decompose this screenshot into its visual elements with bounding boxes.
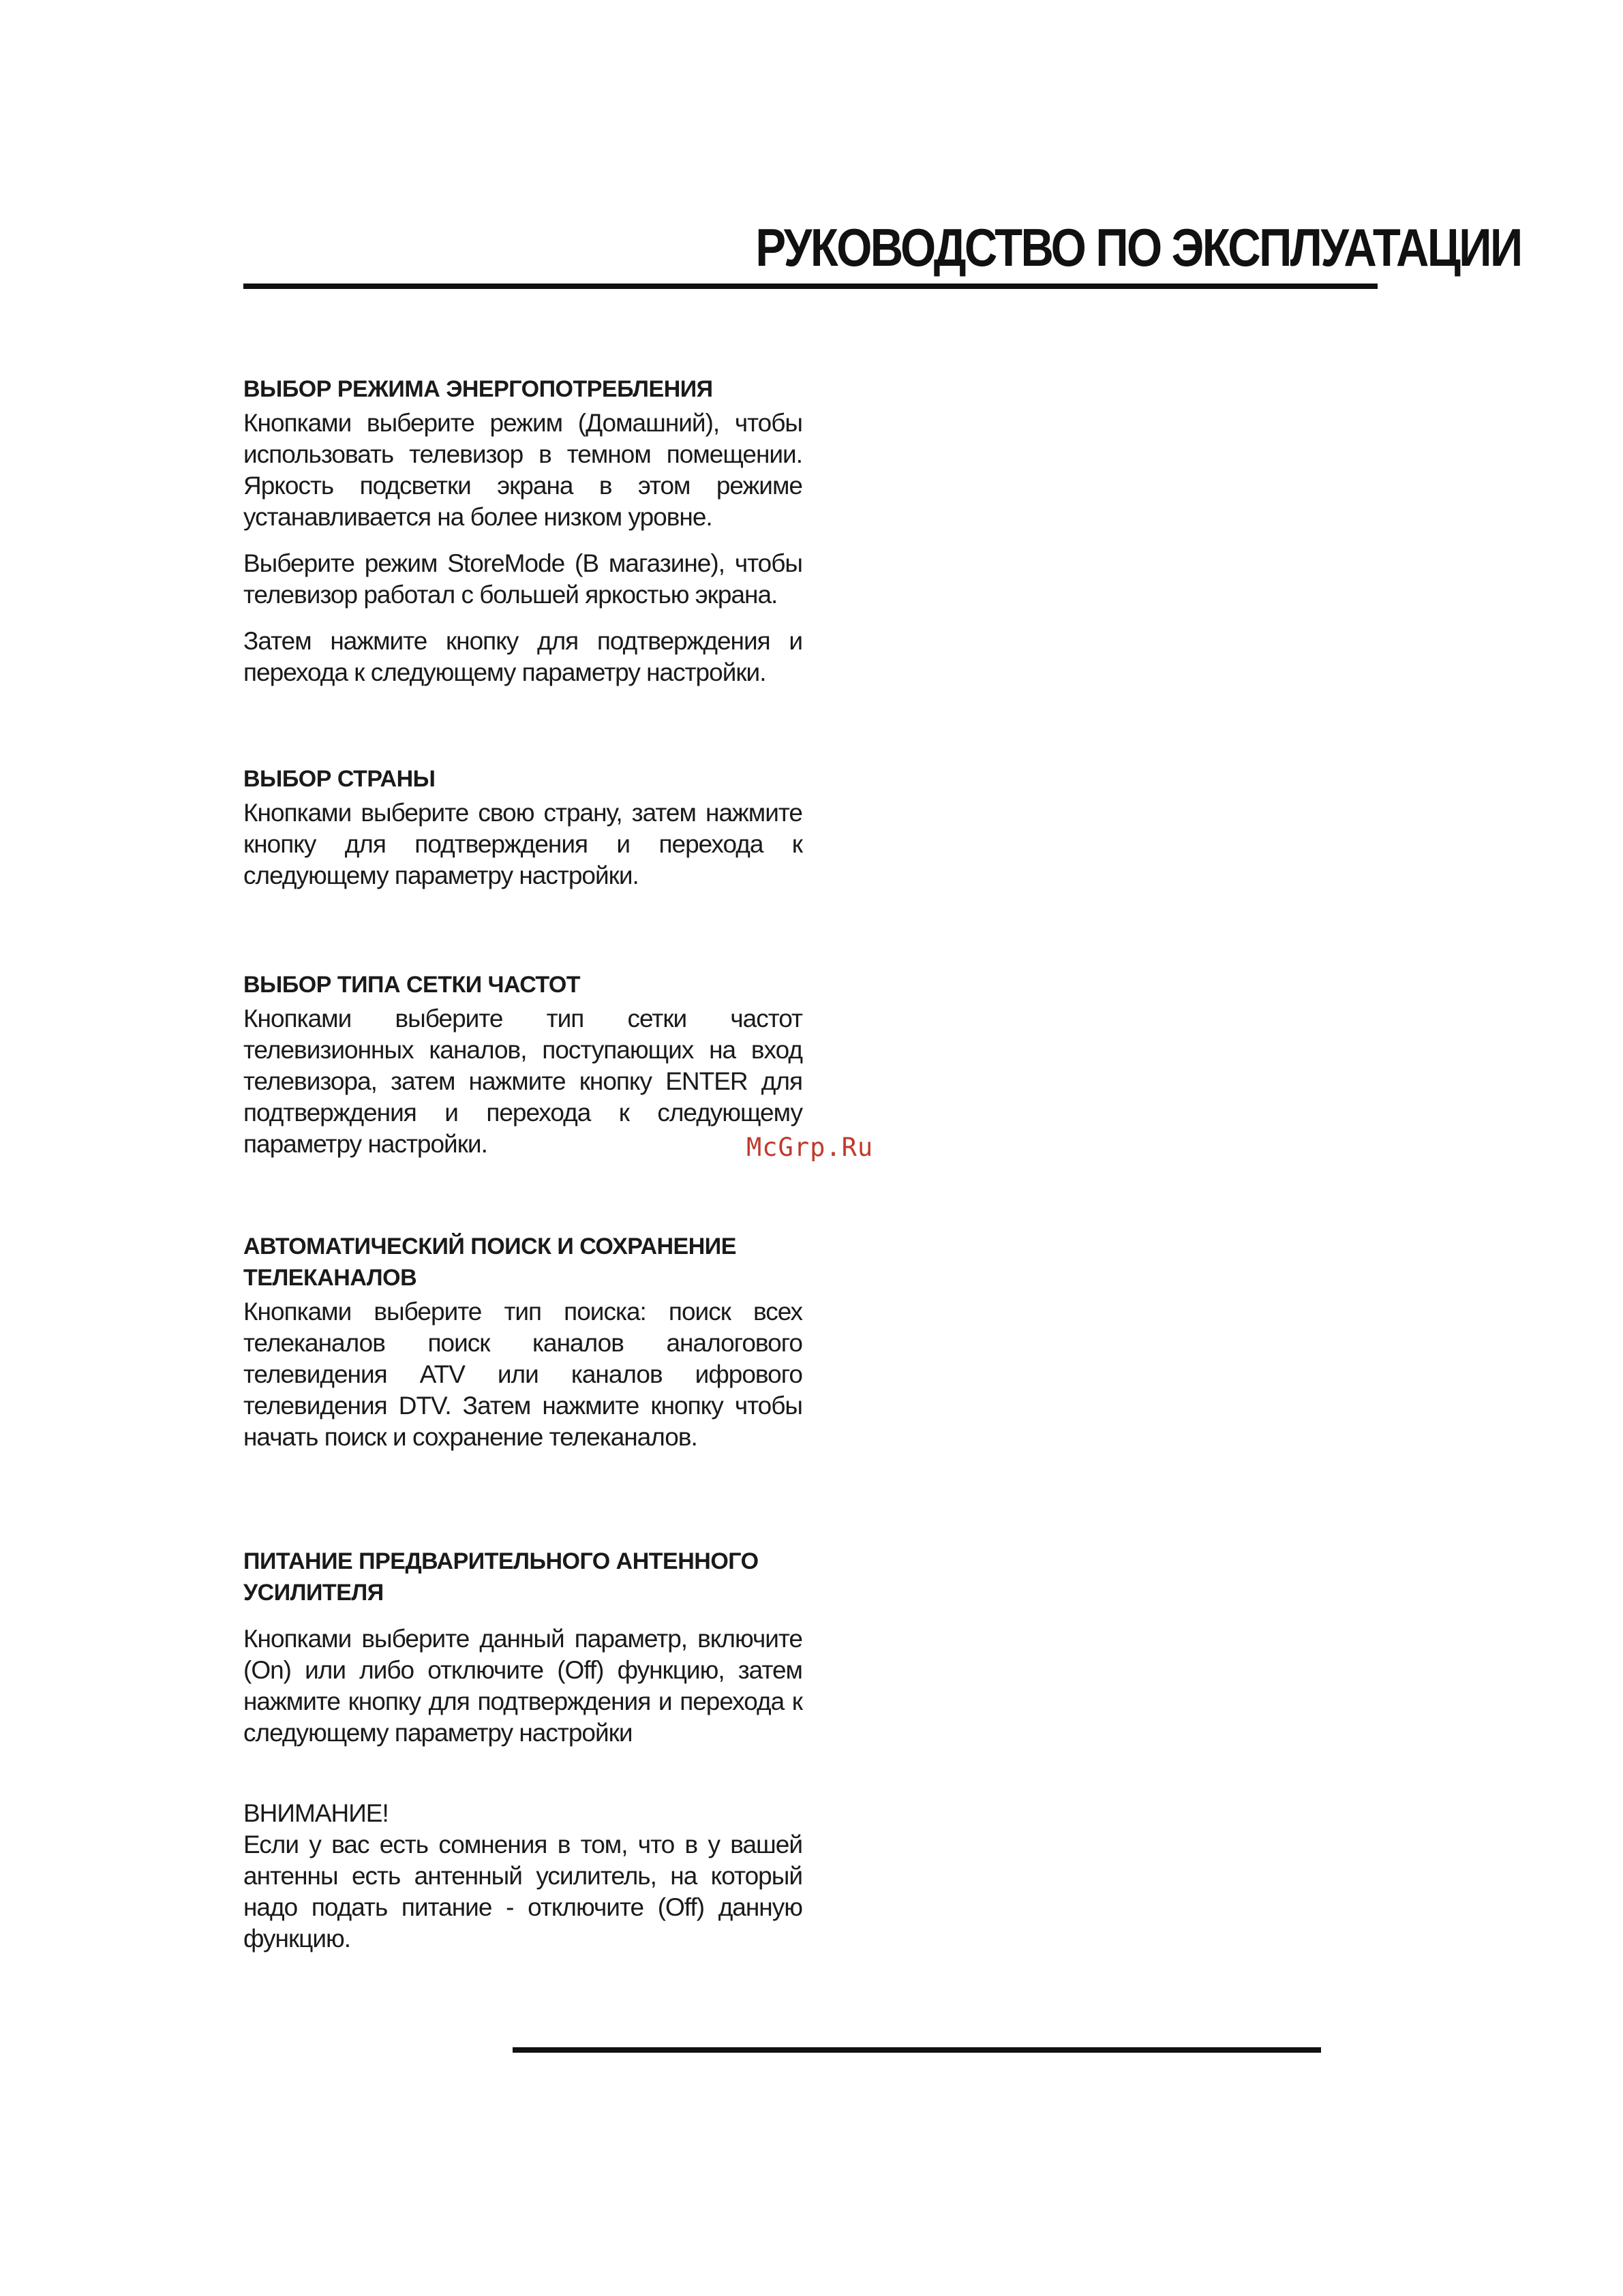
section-paragraph: Кнопками выберите режим (Домашний), чтобы использовать телевизор в темном помещении. Яркость подсветки экрана в этом режиме устанавливается на более низком уровне. — [243, 409, 802, 531]
warning-text: Если у вас есть сомнения в том, что в у вашей антенны есть антенный усилитель, на который надо подать питание - отключите (Off) данную функцию. — [243, 1831, 802, 1953]
section-frequency-grid — [243, 969, 802, 1160]
page-title: РУКОВОДСТВО ПО ЭКСПЛУАТАЦИИ — [755, 217, 1521, 277]
section-antenna-amplifier — [243, 1546, 802, 1749]
section-heading: ВЫБОР ТИПА СЕТКИ ЧАСТОТ — [243, 972, 581, 998]
warning-title: ВНИМАНИЕ! — [243, 1799, 389, 1827]
section-auto-search — [243, 1231, 802, 1453]
section-heading: ВЫБОР РЕЖИМА ЭНЕРГОПОТРЕБЛЕНИЯ — [243, 376, 713, 402]
section-paragraph: Кнопками выберите тип сетки частот телевизионных каналов, поступающих на вход телевизора, затем нажмите кнопку ENTER для подтверждения и перехода к следующему параметру настройки. — [243, 1005, 802, 1158]
section-paragraph: Кнопками выберите тип поиска: поиск всех телеканалов поиск каналов аналогового телевидения ATV или каналов ифрового телевидения DTV. Затем нажмите кнопку чтобы начать поиск и сохранение телеканалов. — [243, 1298, 802, 1451]
section-heading: ВЫБОР СТРАНЫ — [243, 766, 436, 792]
section-paragraph: Выберите режим StoreMode (В магазине), чтобы телевизор работал с большей яркостью экрана. — [243, 549, 802, 609]
section-heading: ПИТАНИЕ ПРЕДВАРИТЕЛЬНОГО АНТЕННОГО УСИЛИТЕЛЯ — [243, 1548, 759, 1606]
section-paragraph: Затем нажмите кнопку для подтверждения и перехода к следующему параметру настройки. — [243, 627, 802, 686]
section-paragraph: Кнопками выберите данный параметр, включите (On) или либо отключите (Off) функцию, затем нажмите кнопку для подтверждения и перехода к следующему параметру настройки — [243, 1625, 802, 1747]
section-paragraph: Кнопками выберите свою страну, затем нажмите кнопку для подтверждения и перехода к следующему параметру настройки. — [243, 799, 802, 889]
watermark: McGrp.Ru — [746, 1133, 874, 1162]
warning-note — [243, 1798, 802, 1955]
section-energy-mode — [243, 373, 802, 688]
footer-divider — [513, 2047, 1321, 2053]
section-country — [243, 763, 802, 891]
title-divider — [243, 284, 1378, 289]
section-heading: АВТОМАТИЧЕСКИЙ ПОИСК И СОХРАНЕНИЕ ТЕЛЕКАНАЛОВ — [243, 1234, 736, 1291]
